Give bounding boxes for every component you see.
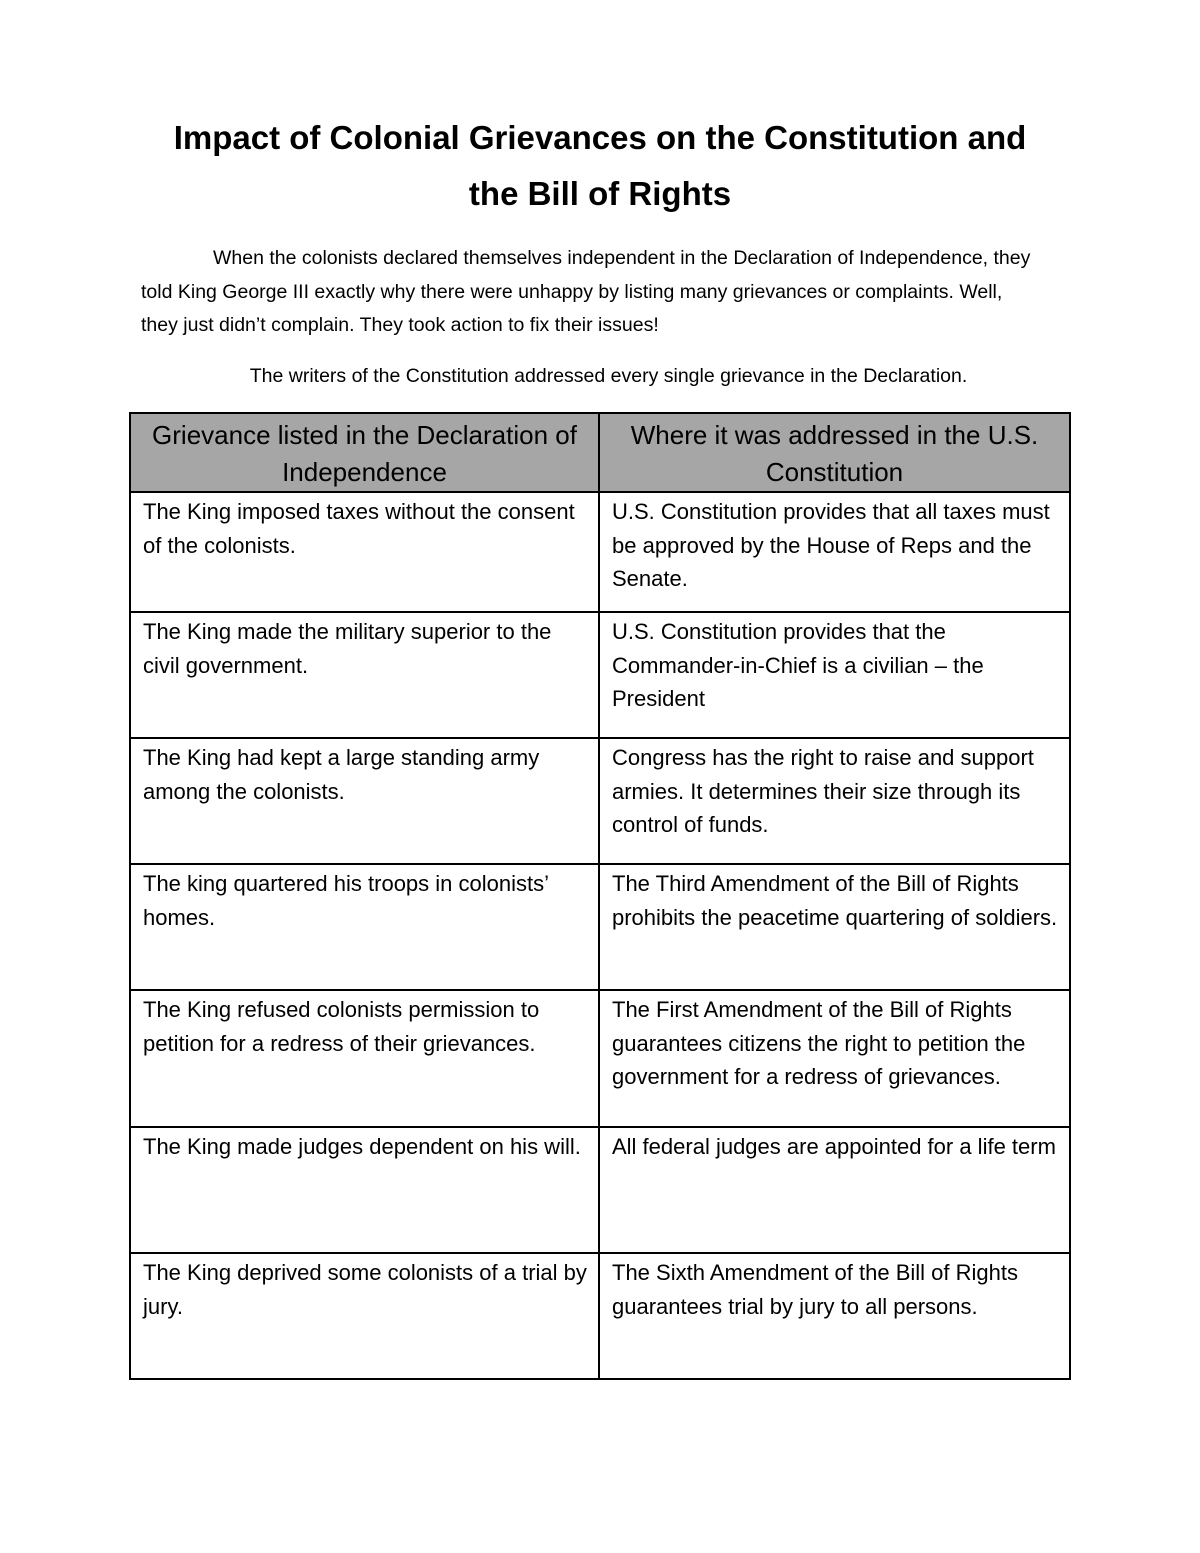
addressed-cell: All federal judges are appointed for a life term: [599, 1127, 1070, 1253]
grievance-cell: The King made judges dependent on his will.: [130, 1127, 599, 1253]
header-grievance: Grievance listed in the Declaration of Independence: [130, 413, 599, 492]
title-line-1: Impact of Colonial Grievances on the Constitution and: [173, 119, 1027, 156]
document-title: [100, 110, 1100, 222]
grievance-cell: The King made the military superior to the civil government.: [130, 612, 599, 738]
table-row: [130, 864, 1070, 990]
table-row: [130, 492, 1070, 612]
grievance-table: [129, 412, 1071, 1380]
table-row: [130, 1253, 1070, 1379]
grievance-cell: The King refused colonists permission to petition for a redress of their grievances.: [130, 990, 599, 1127]
table-row: [130, 738, 1070, 864]
title-line-2: the Bill of Rights: [468, 175, 732, 212]
grievance-cell: The King had kept a large standing army among the colonists.: [130, 738, 599, 864]
table-row: [130, 990, 1070, 1127]
addressed-cell: U.S. Constitution provides that all taxes must be approved by the House of Reps and the Senate.: [599, 492, 1070, 612]
grievance-cell: The King imposed taxes without the consent of the colonists.: [130, 492, 599, 612]
table-row: [130, 612, 1070, 738]
table-header-row: [130, 413, 1070, 492]
grievance-cell: The King deprived some colonists of a trial by jury.: [130, 1253, 599, 1379]
intro-text: When the colonists declared themselves independent in the Declaration of Independence, they told King George III exactly why there were unhappy by listing many grievances or complaints. Well, they just didn’t complain. They took action to fix their issues!: [141, 247, 1031, 336]
addressed-cell: The Third Amendment of the Bill of Rights prohibits the peacetime quartering of soldiers.: [599, 864, 1070, 990]
addressed-cell: The Sixth Amendment of the Bill of Rights guarantees trial by jury to all persons.: [599, 1253, 1070, 1379]
grievance-cell: The king quartered his troops in colonists’ homes.: [130, 864, 599, 990]
addressed-cell: U.S. Constitution provides that the Commander-in-Chief is a civilian – the President: [599, 612, 1070, 738]
intro-paragraph: [141, 242, 1041, 343]
summary-sentence: The writers of the Constitution addressed every single grievance in the Declaration.: [249, 365, 968, 387]
addressed-cell: Congress has the right to raise and support armies. It determines their size through its control of funds.: [599, 738, 1070, 864]
table-row: [130, 1127, 1070, 1253]
header-addressed: Where it was addressed in the U.S. Constitution: [599, 413, 1070, 492]
addressed-cell: The First Amendment of the Bill of Rights guarantees citizens the right to petition the government for a redress of grievances.: [599, 990, 1070, 1127]
